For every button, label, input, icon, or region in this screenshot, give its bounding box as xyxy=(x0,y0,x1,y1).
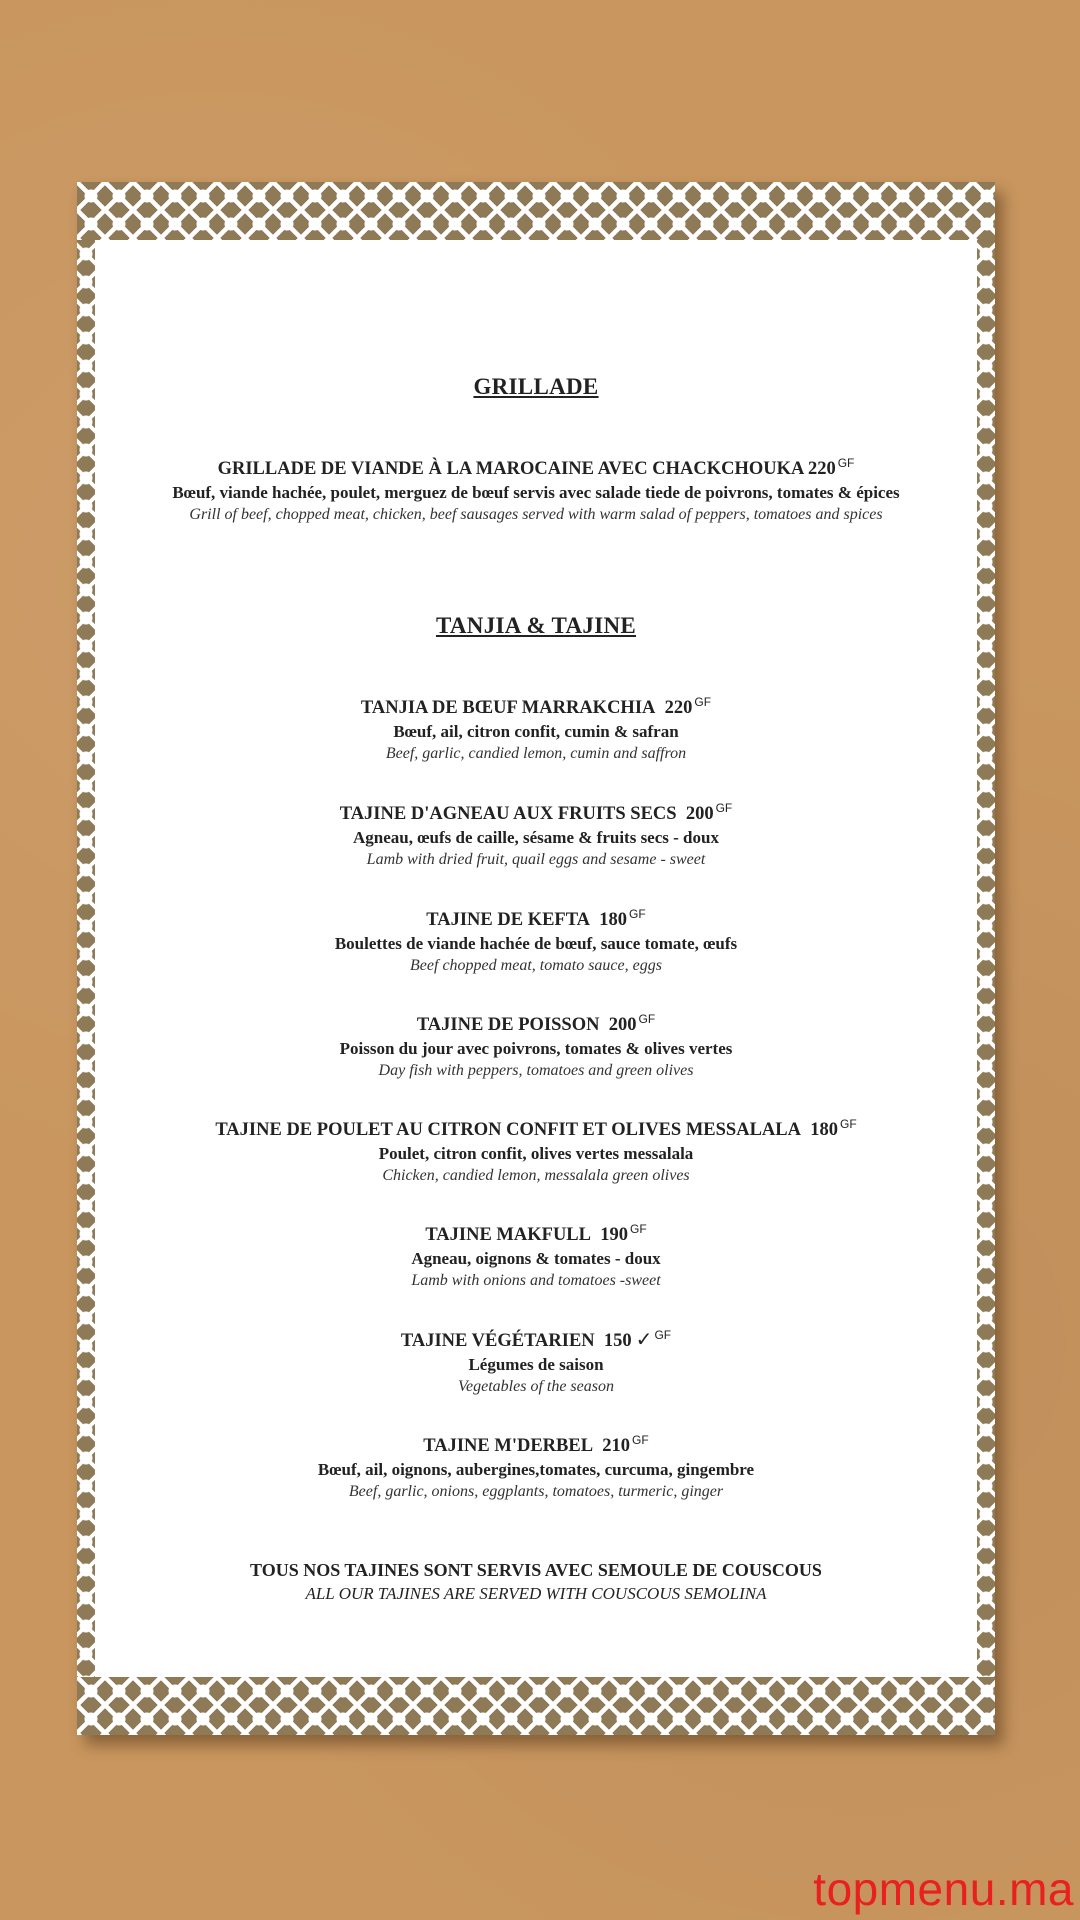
item-name-line xyxy=(95,902,977,932)
item-currency: GF xyxy=(837,456,855,470)
item-description-fr: Agneau, oignons & tomates - doux xyxy=(411,1249,661,1268)
item-description-fr: Poisson du jour avec poivrons, tomates & olives vertes xyxy=(339,1039,733,1058)
item-description-en: Beef, garlic, onions, eggplants, tomatoes, turmeric, ginger xyxy=(348,1483,724,1500)
item-price: 220 xyxy=(664,698,693,718)
item-currency: GF xyxy=(629,1222,647,1236)
pattern-border-left xyxy=(77,240,95,1677)
menu-item xyxy=(95,902,977,977)
menu-item xyxy=(95,451,977,526)
item-price: 200 xyxy=(608,1015,637,1035)
section-title-grillade: GRILLADE xyxy=(473,374,599,399)
item-price: 220 xyxy=(807,459,836,479)
item-price: 180 xyxy=(810,1120,838,1140)
brand-watermark: topmenu.ma xyxy=(813,1863,1074,1915)
item-description-en: Lamb with dried fruit, quail eggs and sesame - sweet xyxy=(366,851,706,868)
item-currency: GF xyxy=(694,695,712,709)
note-fr: TOUS NOS TAJINES SONT SERVIS AVEC SEMOULE DE COUSCOUS xyxy=(250,1560,822,1580)
item-description-fr: Poulet, citron confit, olives vertes messalala xyxy=(378,1144,694,1163)
item-description-en: Vegetables of the season xyxy=(458,1378,614,1395)
item-description-en: Beef chopped meat, tomato sauce, eggs xyxy=(410,957,662,974)
item-currency: GF xyxy=(629,907,646,921)
item-price: 180 xyxy=(599,910,628,930)
pattern-border-bottom xyxy=(77,1677,995,1735)
note-en: ALL OUR TAJINES ARE SERVED WITH COUSCOUS SEMOLINA xyxy=(305,1584,767,1603)
item-name: GRILLADE DE VIANDE À LA MAROCAINE AVEC CHACKCHOUKA xyxy=(217,459,804,479)
item-price: 150 xyxy=(603,1331,632,1351)
menu-item xyxy=(95,796,977,871)
item-description-fr: Bœuf, ail, citron confit, cumin & safran xyxy=(393,722,679,741)
item-name-line xyxy=(95,1217,977,1247)
item-price: 200 xyxy=(685,804,714,824)
item-name: TAJINE DE KEFTA xyxy=(426,910,591,930)
item-description-en: Lamb with onions and tomatoes -sweet xyxy=(411,1272,661,1289)
item-price: 210 xyxy=(602,1436,631,1456)
item-name: TAJINE DE POULET AU CITRON CONFIT ET OLIVES MESSALALA xyxy=(215,1120,801,1140)
item-description-fr: Légumes de saison xyxy=(468,1355,604,1374)
item-description-en: Beef, garlic, candied lemon, cumin and saffron xyxy=(385,745,687,762)
menu-item xyxy=(95,1112,977,1187)
item-currency: GF xyxy=(715,801,733,815)
menu-content xyxy=(95,240,977,1677)
item-name: TAJINE VÉGÉTARIEN xyxy=(400,1331,595,1351)
item-name-line xyxy=(95,690,977,720)
item-description-fr: Boulettes de viande hachée de bœuf, sauce tomate, œufs xyxy=(334,934,738,953)
menu-item xyxy=(95,1428,977,1503)
item-description-fr: Bœuf, ail, oignons, aubergines,tomates, curcuma, gingembre xyxy=(317,1460,755,1479)
item-name-line xyxy=(95,1323,977,1353)
item-name: TAJINE MAKFULL xyxy=(425,1225,591,1245)
item-description-fr: Bœuf, viande hachée, poulet, merguez de bœuf servis avec salade tiede de poivrons, tomates & épices xyxy=(172,483,900,502)
item-name-line xyxy=(95,451,977,481)
item-name-line xyxy=(95,796,977,826)
vegetarian-check-icon: ✓ xyxy=(635,1327,653,1351)
item-description-fr: Agneau, œufs de caille, sésame & fruits secs - doux xyxy=(353,828,719,847)
item-name-line xyxy=(95,1112,977,1142)
item-name: TAJINE M'DERBEL xyxy=(423,1436,594,1456)
section-title-tanjia: TANJIA & TAJINE xyxy=(435,613,637,638)
item-description-en: Grill of beef, chopped meat, chicken, beef sausages served with warm salad of peppers, tomatoes and spices xyxy=(189,506,883,523)
pattern-border-top xyxy=(77,182,995,240)
menu-item xyxy=(95,1323,977,1398)
couscous-note xyxy=(95,1558,977,1605)
item-currency: GF xyxy=(638,1012,656,1026)
menu-item xyxy=(95,1217,977,1292)
item-currency: GF xyxy=(654,1328,672,1342)
item-price: 190 xyxy=(600,1225,628,1245)
pattern-border-right xyxy=(977,240,995,1677)
item-description-en: Day fish with peppers, tomatoes and green olives xyxy=(378,1062,694,1079)
menu-item xyxy=(95,690,977,765)
item-name-line xyxy=(95,1007,977,1037)
item-name-line xyxy=(95,1428,977,1458)
item-description-en: Chicken, candied lemon, messalala green olives xyxy=(382,1167,690,1184)
menu-page xyxy=(77,182,995,1735)
item-currency: GF xyxy=(839,1117,857,1131)
item-name: TANJIA DE BŒUF MARRAKCHIA xyxy=(360,698,656,718)
item-currency: GF xyxy=(632,1433,649,1447)
item-name: TAJINE D'AGNEAU AUX FRUITS SECS xyxy=(339,804,677,824)
item-name: TAJINE DE POISSON xyxy=(416,1015,600,1035)
menu-item xyxy=(95,1007,977,1082)
